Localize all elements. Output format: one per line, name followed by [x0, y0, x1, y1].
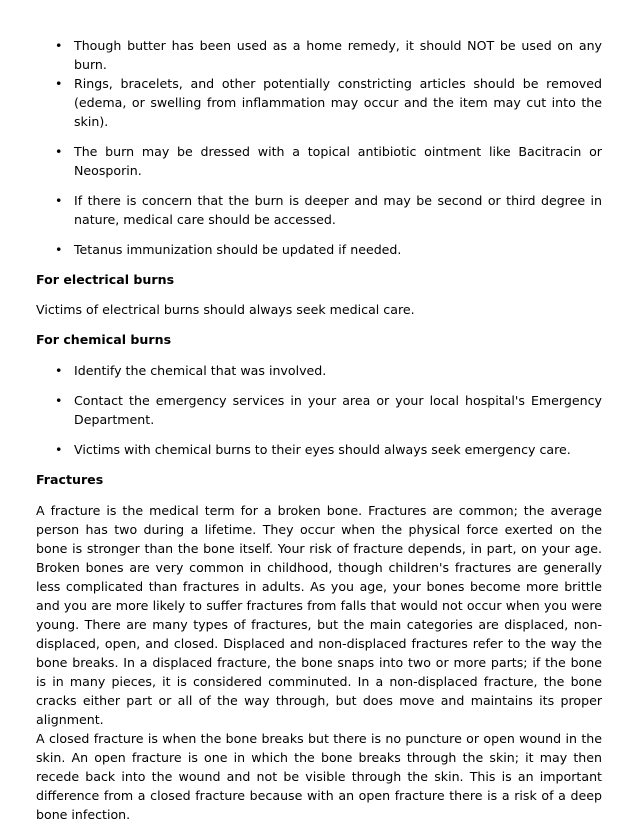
list-item: • Victims with chemical burns to their eyes should always seek emergency care. [36, 440, 602, 459]
list-item: • The burn may be dressed with a topical antibiotic ointment like Bacitracin or Neosporin. [36, 142, 602, 180]
list-item: • If there is concern that the burn is deeper and may be second or third degree in nature, medical care should be accessed. [36, 191, 602, 229]
chemical-burns-list [36, 361, 602, 459]
fractures-paragraph-2: A closed fracture is when the bone breaks but there is no puncture or open wound in the skin. An open fracture is one in which the bone breaks through the skin; it may then recede back into the wound and not be visible through the skin. This is an important difference from a closed fracture because with an open fracture there is a risk of a deep bone infection. [36, 731, 602, 822]
fractures-heading: Fractures [36, 472, 104, 487]
electrical-burns-heading: For electrical burns [36, 272, 175, 287]
list-item: • Tetanus immunization should be updated if needed. [36, 240, 602, 259]
chemical-burns-heading: For chemical burns [36, 332, 172, 347]
list-item: • Though butter has been used as a home remedy, it should NOT be used on any burn. [36, 36, 602, 74]
list-item: • Contact the emergency services in your area or your local hospital's Emergency Department. [36, 391, 602, 429]
list-item: • Identify the chemical that was involved. [36, 361, 602, 380]
electrical-burns-text: Victims of electrical burns should always seek medical care. [36, 302, 415, 317]
list-item: • Rings, bracelets, and other potentially constricting articles should be removed (edema, or swelling from inflammation may occur and the item may cut into the skin). [36, 74, 602, 131]
fractures-paragraph-1: A fracture is the medical term for a broken bone. Fractures are common; the average person has two during a lifetime. They occur when the physical force exerted on the bone is stronger than the bone itself. Your risk of fracture depends, in part, on your age. Broken bones are very common in childhood, though children's fractures are generally less complicated than fractures in adults. As you age, your bones become more brittle and you are more likely to suffer fractures from falls that would not occur when you were young. There are many types of fractures, but the main categories are displaced, non-displaced, open, and closed. Displaced and non-displaced fractures refer to the way the bone breaks. In a displaced fracture, the bone snaps into two or more parts; if the bone is in many pieces, it is considered comminuted. In a non-displaced fracture, the bone cracks either part or all of the way through, but does move and maintains its proper alignment. [36, 503, 602, 727]
burn-care-list [36, 36, 602, 259]
